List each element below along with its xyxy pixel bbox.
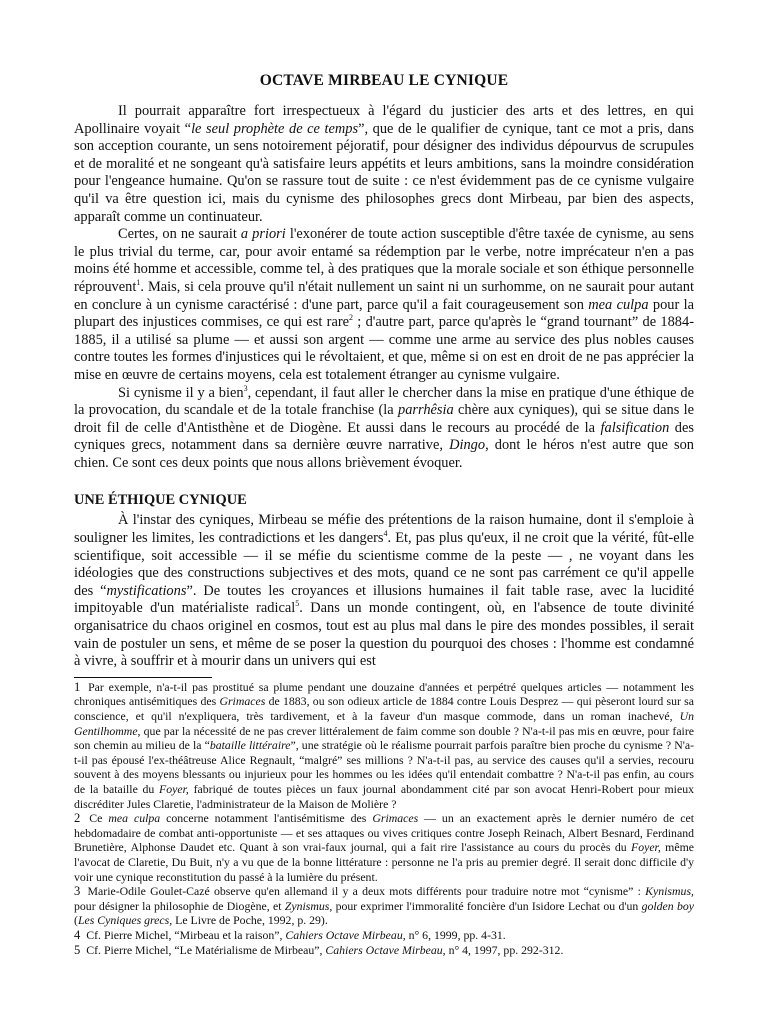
footnote-2: 2 Ce mea culpa concerne notamment l'antisémitisme des Grimaces — un an exactement après le dernier numéro de cet hebdomadaire de combat anti-opportuniste — et ses attaques ou vives critiques contre Joseph Reinach, Albert Besnard, Ferdinand Brunetière, Alphonse Daudet etc. Quant à son vrai-faux journal, qui a fait rire l'assistance au cours du procès du Foyer, même l'avocat de Claretie, Du Buit, n'y a vu que de la bonne littérature : personne ne l'a pris au premier degré. Il serait donc difficile d'y voir une cynique reconstitution du passé à la lumière du présent. <box>74 811 695 884</box>
paragraph-4: À l'instar des cyniques, Mirbeau se méfie des prétentions de la raison humaine, dont il s'emploie à souligner les limites, les contradictions et les dangers$^4$. Et, pas plus qu'eux, il ne croit que la vérité, fût-elle scientifique, soit accessible — il se méfie du scientisme comme de la peste — , ne voyant dans les idéologies que des constructions subjectives et des mots, quand ce ne sont pas carrément ce qu'il appelle des “mystifications”. De toutes les croyances et illusions humaines il fait table rase, avec la lucidité impitoyable d'un matérialiste radical$^5$. Dans un monde contingent, où, en l'absence de toute divinité organisatrice du chaos originel en cosmos, tout est au plus mal dans le pire des mondes possibles, il serait vain de postuler un sens, et même de se poser la question du pourquoi des choses : l'homme est condamné à vivre, à souffrir et à mourir dans un univers qui est <box>74 512 695 670</box>
page-title: OCTAVE MIRBEAU LE CYNIQUE <box>259 72 509 89</box>
footnote-ref-3[interactable]: 3 <box>243 383 248 393</box>
footnote-3: 3 Marie-Odile Goulet-Cazé observe qu'en allemand il y a deux mots différents pour traduire notre mot “cynisme” : Kynismus, pour désigner la philosophie de Diogène, et Zynismus, pour exprimer l'immoralité foncière d'un Isidore Lechat ou d'un golden boy (Les Cyniques grecs, Le Livre de Poche, 1992, p. 29). <box>74 884 694 928</box>
paragraph-1: Il pourrait apparaître fort irrespectueux à l'égard du justicier des arts et des lettres, en qui Apollinaire voyait “le seul prophète de ce temps”, que de le qualifier de cynique, tant ce mot a pris, dans son acception courante, un sens notoirement péjoratif, pour désigner des individus dépourvus de scrupules et de moralité et ne songeant qu'à satisfaire leurs appétits et leurs ambitions, sans la moindre considération pour l'engeance humaine. Qu'on se rassure tout de suite : ce n'est évidemment pas de ce cynisme vulgaire qu'il va être question ici, mais du cynisme des philosophes grecs dont Mirbeau, par bien des aspects, apparaît comme un continuateur. <box>74 103 694 225</box>
footnote-5: 5 Cf. Pierre Michel, “Le Matérialisme de Mirbeau”, Cahiers Octave Mirbeau, n° 4, 1997, pp. 292-312. <box>74 942 564 957</box>
footnote-ref-4[interactable]: 4 <box>383 529 388 539</box>
footnote-ref-1[interactable]: 1 <box>136 278 141 288</box>
paragraph-2: Certes, on ne saurait a priori l'exonérer de toute action susceptible d'être taxée de cynisme, au sens le plus trivial du terme, car, pour avoir entamé sa rédemption par le verbe, notre imprécateur n'en a pas moins été homme et accessible, comme tel, à des pratiques que la morale sociale et son éthique personnelle réprouvent$^1$. Mais, si cela prouve qu'il n'était nullement un saint ni un surhomme, on ne saurait pour autant en conclure à un cynisme caractérisé : d'une part, parce qu'il a fait courageusement son mea culpa pour la plupart des injustices commises, ce qui est rare$^2$ ; d'autre part, parce qu'après le “grand tournant” de 1884-1885, il a utilisé sa plume — et aussi son argent — comme une arme au service des plus nobles causes contre toutes les formes d'injustices qui le révoltaient, et que, même si on est en droit de ne pas apprécier la mise en œuvre de certains moyens, cela est totalement étranger au cynisme vulgaire. <box>74 226 694 383</box>
footnote-ref-2[interactable]: 2 <box>349 313 354 323</box>
footnote-divider <box>74 677 212 678</box>
footnote-ref-5[interactable]: 5 <box>295 599 300 609</box>
paragraph-3: Si cynisme il y a bien$^3$, cependant, il faut aller le chercher dans la mise en pratique d'une éthique de la provocation, du scandale et de la totale franchise (la parrhêsia chère aux cyniques), qui se situe dans le droit fil de celle d'Antisthène et de Diogène. Et aussi dans le recours au procédé de la falsification des cyniques grecs, notamment dans sa dernière œuvre narrative, Dingo, dont le héros n'est autre que son chien. Ce sont ces deux points que nous allons brièvement évoquer. <box>74 383 694 471</box>
footnote-4: 4 Cf. Pierre Michel, “Mirbeau et la raison”, Cahiers Octave Mirbeau, n° 6, 1999, pp. 4-31. <box>74 927 506 942</box>
section-heading: UNE ÉTHIQUE CYNIQUE <box>74 492 247 509</box>
footnote-1: 1 Par exemple, n'a-t-il pas prostitué sa plume pendant une douzaine d'années et perpétré quelques articles — notamment les chroniques antisémitiques des Grimaces de 1883, ou son odieux article de 1884 contre Louis Desprez — qui pèseront lourd sur sa conscience, et qu'il n'expliquera, très tardivement, et à la faveur d'un masque commode, dans un roman inachevé, Un Gentilhomme, que par la nécessité de ne pas crever littéralement de faim comme son double ? N'a-t-il pas mis en œuvre, pour faire son chemin au milieu de la “bataille littéraire”, une stratégie où le réalisme pourrait parfois paraître bien proche du cynisme ? N'a-t-il pas épousé l'ex-théâtreuse Alice Regnault, “malgré” ses millions ? N'a-t-il pas, au service des causes qu'il a servies, recouru souvent à des moyens blessants ou injurieux pour les hommes ou les idées qu'il entendait combattre ? N'a-t-il pas enfin, au cours de la bataille du Foyer, fabriqué de toutes pièces un faux journal abondamment cité par son avocat Henri-Robert pour mieux discréditer Jules Claretie, l'administrateur de la Maison de Molière ? <box>74 679 695 811</box>
